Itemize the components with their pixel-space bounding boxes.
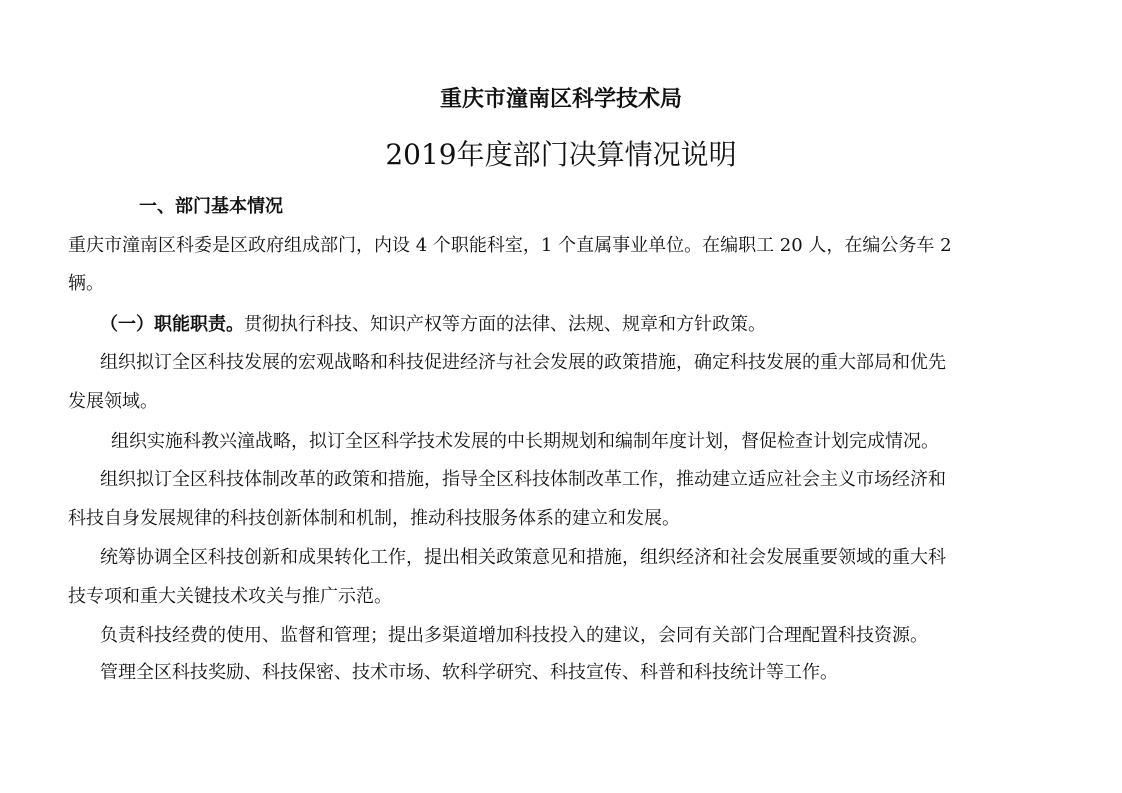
functions-subheading: （一）职能职责。 (100, 314, 244, 335)
functions-paragraph (100, 314, 766, 336)
duty-line: 组织拟订全区科技发展的宏观战略和科技促进经济与社会发展的政策措施，确定科技发展的重大部局和优先 (100, 352, 946, 373)
duty-line: 科技自身发展规律的科技创新体制和机制，推动科技服务体系的建立和发展。 (68, 508, 680, 529)
functions-subheading-text: 贯彻执行科技、知识产权等方面的法律、法规、规章和方针政策。 (244, 314, 766, 335)
duty-line: 负责科技经费的使用、监督和管理；提出多渠道增加科技投入的建议，会同有关部门合理配置科技资源。 (100, 625, 928, 646)
duty-line: 管理全区科技奖励、科技保密、技术市场、软科学研究、科技宣传、科普和科技统计等工作。 (100, 662, 838, 683)
duty-line: 技专项和重大关键技术攻关与推广示范。 (68, 586, 392, 607)
duty-line: 统筹协调全区科技创新和成果转化工作，提出相关政策意见和措施，组织经济和社会发展重要领域的重大科 (100, 547, 946, 568)
intro-paragraph-line-1: 重庆市潼南区科委是区政府组成部门，内设 4 个职能科室，1 个直属事业单位。在编职工 20 人，在编公务车 2 (68, 235, 952, 256)
organization-title: 重庆市潼南区科学技术局 (439, 87, 682, 112)
document-title: 2019年度部门决算情况说明 (385, 138, 737, 171)
intro-paragraph-line-2: 辆。 (68, 273, 104, 294)
section-heading-basic-info: 一、部门基本情况 (139, 196, 283, 217)
duty-line: 组织拟订全区科技体制改革的政策和措施，指导全区科技体制改革工作，推动建立适应社会主义市场经济和 (100, 469, 946, 490)
duty-line: 发展领域。 (68, 391, 158, 412)
duty-line: 组织实施科教兴潼战略，拟订全区科学技术发展的中长期规划和编制年度计划，督促检查计划完成情况。 (111, 431, 939, 452)
